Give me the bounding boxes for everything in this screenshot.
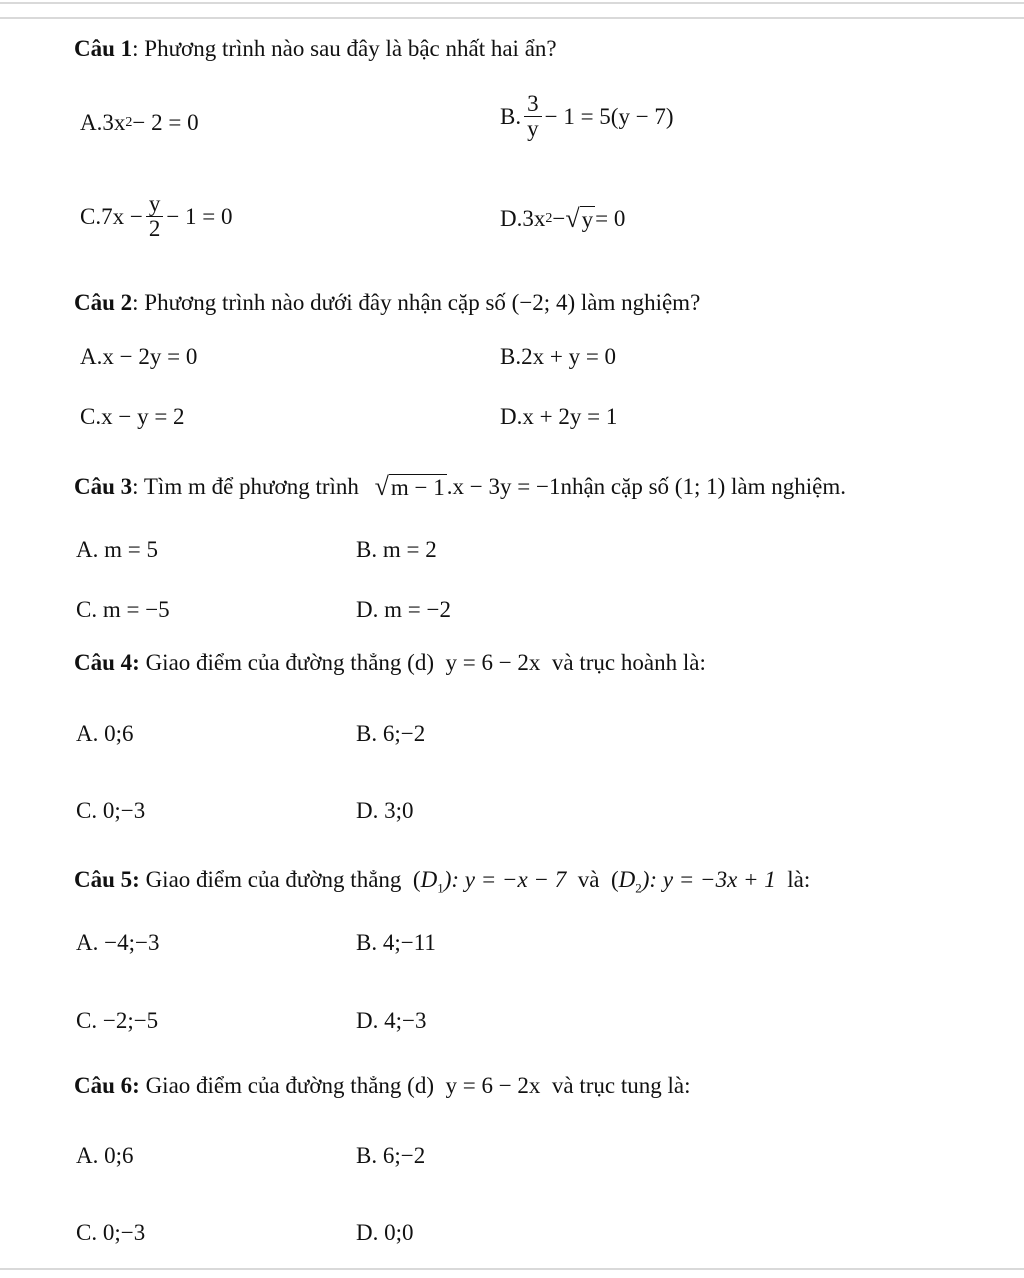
bottom-rule	[0, 1268, 1024, 1270]
q5-option-a[interactable]	[76, 930, 159, 956]
option-text: x − y = 2	[101, 404, 185, 429]
option-label: B.	[500, 103, 522, 129]
question-6-text: Giao điểm của đường thẳng (d) y = 6 − 2x và trục tung là:	[139, 1073, 691, 1098]
option-text: 7x −	[101, 203, 143, 229]
question-4	[74, 650, 706, 676]
question-6-number: Câu 6:	[74, 1073, 140, 1098]
option-text: − 2 = 0	[132, 110, 199, 135]
fraction	[146, 192, 164, 241]
square-root: √ y	[565, 204, 594, 234]
question-2-text: : Phương trình nào dưới đây nhận cặp số (−2; 4) làm nghiệm?	[132, 290, 701, 315]
option-text: − 1 = 5(y − 7)	[544, 103, 674, 129]
top-rule	[0, 2, 1024, 4]
denominator: y	[527, 116, 539, 142]
question-3-text-end: nhận cặp số (1; 1) làm nghiệm.	[560, 474, 846, 500]
question-5-text: Giao điểm của đường thẳng (	[139, 867, 421, 892]
q1-option-a[interactable]	[80, 110, 199, 136]
q6-option-b[interactable]	[356, 1143, 425, 1169]
option-text: m = −2	[384, 597, 451, 622]
option-text: 4;−11	[382, 930, 436, 955]
option-text: −	[552, 206, 566, 232]
option-label: B.	[356, 537, 378, 562]
option-text: 3;0	[384, 798, 414, 823]
option-text: 2x + y = 0	[521, 344, 617, 369]
option-label: A.	[76, 930, 99, 955]
q4-option-a[interactable]	[76, 721, 134, 747]
option-text: 0;0	[384, 1220, 414, 1245]
option-text: −2;−5	[102, 1008, 159, 1033]
line-equation: ): y = −3x + 1	[641, 867, 776, 892]
line-name: D	[618, 867, 636, 892]
option-label: D.	[356, 597, 379, 622]
option-label: A.	[80, 344, 103, 369]
option-text: 0;−3	[102, 1220, 146, 1245]
q2-option-c[interactable]	[80, 404, 185, 430]
q5-option-d[interactable]	[356, 1008, 427, 1034]
q5-option-c[interactable]	[76, 1008, 158, 1034]
radicand: y	[581, 207, 594, 232]
option-label: A.	[76, 721, 99, 746]
option-label: B.	[500, 344, 522, 369]
q4-option-c[interactable]	[76, 798, 145, 824]
numerator: y	[146, 192, 164, 217]
q2-option-b[interactable]	[500, 344, 616, 370]
q1-option-b[interactable]	[500, 92, 674, 141]
option-label: C.	[76, 597, 98, 622]
line-subscript: 1	[437, 880, 444, 896]
option-label: D.	[356, 798, 379, 823]
question-3-number: Câu 3	[74, 474, 133, 500]
top-rule-2	[0, 17, 1024, 19]
fraction	[524, 92, 542, 141]
option-text: x − 2y = 0	[102, 344, 198, 369]
option-text: x + 2y = 1	[522, 404, 618, 429]
question-1	[74, 36, 557, 62]
line-name: D	[420, 867, 438, 892]
question-5-text-end: là:	[775, 867, 811, 892]
option-label: D.	[500, 404, 523, 429]
option-label: C.	[80, 203, 102, 229]
question-2	[74, 290, 700, 316]
question-2-number: Câu 2	[74, 290, 133, 315]
option-text: 6;−2	[382, 1143, 426, 1168]
question-3	[74, 474, 846, 500]
option-label: C.	[80, 404, 102, 429]
numerator: 3	[524, 92, 542, 117]
q1-option-c[interactable]	[80, 192, 233, 241]
question-5-text-mid: và (	[566, 867, 619, 892]
option-label: A.	[76, 1143, 99, 1168]
option-text: 0;−3	[102, 798, 146, 823]
q2-option-d[interactable]	[500, 404, 617, 430]
question-6	[74, 1073, 691, 1099]
q6-option-c[interactable]	[76, 1220, 145, 1246]
option-text: 3x	[102, 110, 126, 135]
question-4-text: Giao điểm của đường thẳng (d) y = 6 − 2x và trục hoành là:	[139, 650, 706, 675]
option-text: m = −5	[102, 597, 170, 622]
question-4-number: Câu 4:	[74, 650, 140, 675]
option-label: D.	[500, 206, 523, 232]
option-text: 0;6	[104, 721, 134, 746]
option-text: 3x	[522, 206, 546, 232]
q5-option-b[interactable]	[356, 930, 436, 956]
line-subscript: 2	[635, 880, 642, 896]
line-equation: ): y = −x − 7	[443, 867, 567, 892]
option-text: = 0	[595, 206, 626, 232]
option-label: A.	[76, 537, 99, 562]
q3-option-b[interactable]	[356, 537, 437, 563]
option-label: B.	[356, 721, 378, 746]
q3-option-d[interactable]	[356, 597, 451, 623]
q6-option-a[interactable]	[76, 1143, 134, 1169]
option-text: − 1 = 0	[166, 203, 233, 229]
option-text: −4;−3	[104, 930, 160, 955]
option-label: C.	[76, 1008, 98, 1033]
radicand: m − 1	[390, 475, 445, 500]
option-text: m = 5	[104, 537, 158, 562]
q6-option-d[interactable]	[356, 1220, 414, 1246]
equation-text: .x − 3y = −1	[446, 474, 561, 500]
option-label: C.	[76, 798, 98, 823]
denominator: 2	[148, 216, 161, 242]
q2-option-a[interactable]	[80, 344, 197, 370]
option-label: D.	[356, 1220, 379, 1245]
option-text: 6;−2	[382, 721, 426, 746]
q3-option-a[interactable]	[76, 537, 158, 563]
question-5-number: Câu 5:	[74, 867, 140, 892]
option-label: B.	[356, 930, 378, 955]
exponent: 2	[545, 211, 553, 227]
question-1-number: Câu 1	[74, 36, 133, 61]
option-label: C.	[76, 1220, 98, 1245]
question-3-text: : Tìm m để phương trình	[132, 474, 365, 500]
option-text: m = 2	[382, 537, 437, 562]
question-1-text: : Phương trình nào sau đây là bậc nhất hai ẩn?	[132, 36, 557, 61]
question-5	[74, 867, 810, 897]
q4-option-b[interactable]	[356, 721, 425, 747]
q3-option-c[interactable]	[76, 597, 170, 623]
q1-option-d[interactable]	[500, 206, 625, 232]
option-label: B.	[356, 1143, 378, 1168]
option-label: A.	[80, 110, 103, 135]
q4-option-d[interactable]	[356, 798, 414, 824]
option-text: 0;6	[104, 1143, 134, 1168]
square-root: √ m − 1	[374, 472, 445, 502]
exponent: 2	[125, 115, 133, 130]
option-text: 4;−3	[384, 1008, 427, 1033]
option-label: D.	[356, 1008, 379, 1033]
